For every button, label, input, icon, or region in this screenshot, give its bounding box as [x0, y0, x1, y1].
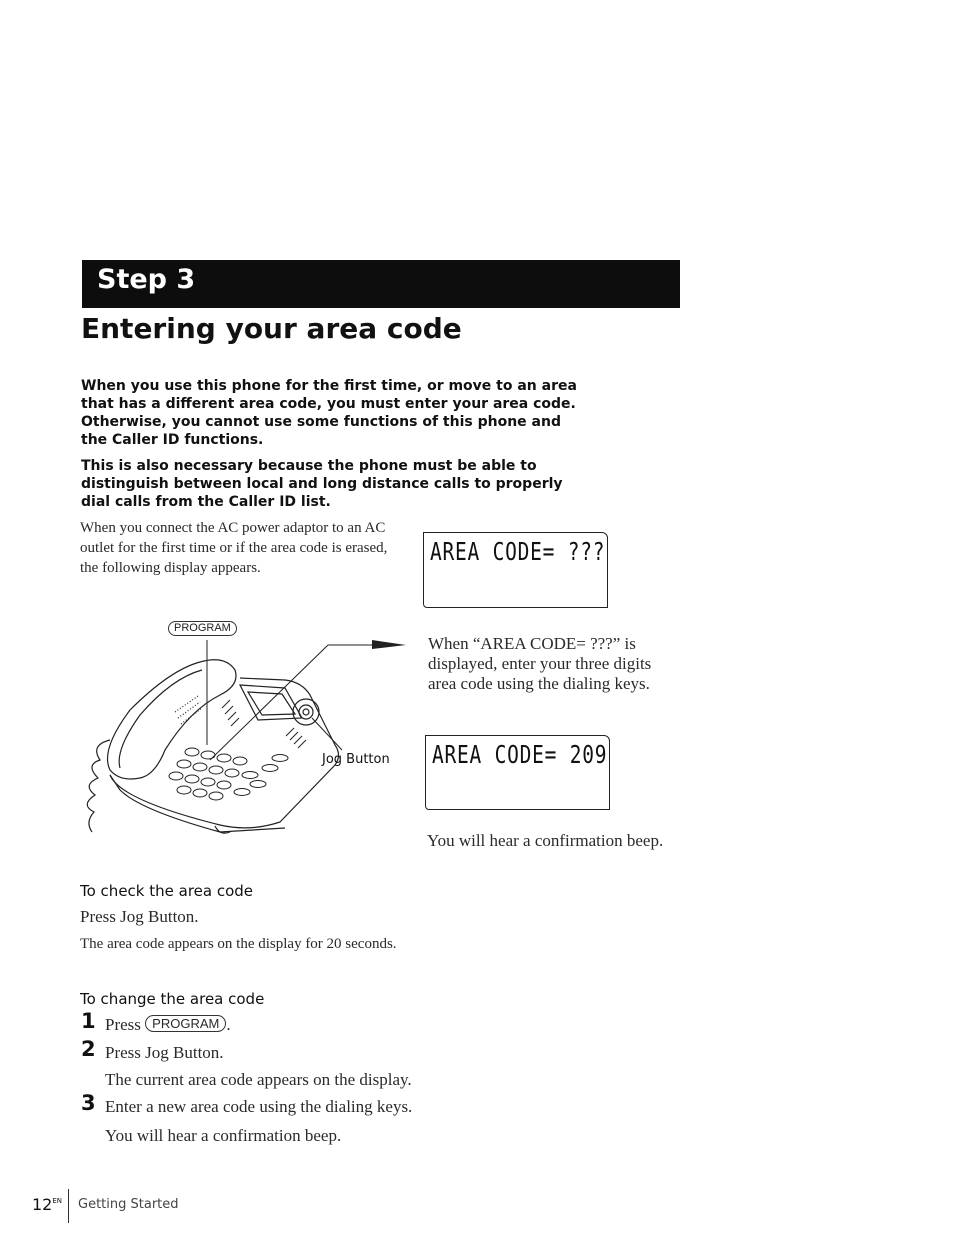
change-step-3: Enter a new area code using the dialing keys. [105, 1097, 413, 1116]
phone-illustration [80, 600, 410, 840]
check-heading: To check the area code [80, 882, 254, 900]
step-banner [82, 260, 680, 308]
step-label: Step 3 [97, 264, 196, 295]
lcd-text-entered: AREA CODE= 209 [432, 740, 608, 769]
check-line-2: The area code appears on the display for 20 seconds. [80, 936, 397, 952]
page-number-suffix: EN [52, 1197, 63, 1205]
footer-section: Getting Started [78, 1197, 179, 1212]
change-step-2-detail: The current area code appears on the display. [105, 1070, 412, 1089]
program-button-label: PROGRAM [168, 621, 237, 636]
intro-paragraph-2: This is also necessary because the phone must be able to distinguish between local and long distance calls to properly dial calls from the Caller ID list. [81, 458, 563, 510]
lcd-display-entered [425, 735, 610, 810]
lcd-text-initial: AREA CODE= ??? [430, 537, 606, 566]
footer-divider [68, 1189, 69, 1223]
jog-button-label: Jog Button [322, 752, 390, 767]
step-number-2: 2 [81, 1037, 96, 1061]
program-button: PROGRAM [145, 1015, 226, 1032]
intro-paragraph-1: When you use this phone for the first time, or move to an area that has a different area code, you must enter your area code. Otherwise, you cannot use some functions of this phone and the Caller ID functions. [81, 378, 577, 448]
page-number-value: 12 [32, 1195, 53, 1214]
change-step-1 [105, 1015, 231, 1035]
page-number [32, 1195, 62, 1214]
change-step-3-detail: You will hear a confirmation beep. [105, 1126, 342, 1145]
step-number-1: 1 [81, 1009, 96, 1033]
step-1-suffix: . [226, 1015, 231, 1034]
check-line-1: Press Jog Button. [80, 907, 199, 926]
page-title: Entering your area code [81, 312, 462, 345]
lcd-instruction: When “AREA CODE= ???” is displayed, enter your three digits area code using the dialing keys. [428, 634, 652, 693]
change-heading: To change the area code [80, 990, 265, 1008]
change-step-2: Press Jog Button. [105, 1043, 224, 1062]
confirmation-text: You will hear a confirmation beep. [427, 831, 664, 850]
step-number-3: 3 [81, 1091, 96, 1115]
display-description: When you connect the AC power adaptor to an AC outlet for the first time or if the area code is erased, the following display appears. [80, 520, 388, 576]
step-1-prefix: Press [105, 1015, 141, 1034]
lcd-display-initial [423, 532, 608, 608]
